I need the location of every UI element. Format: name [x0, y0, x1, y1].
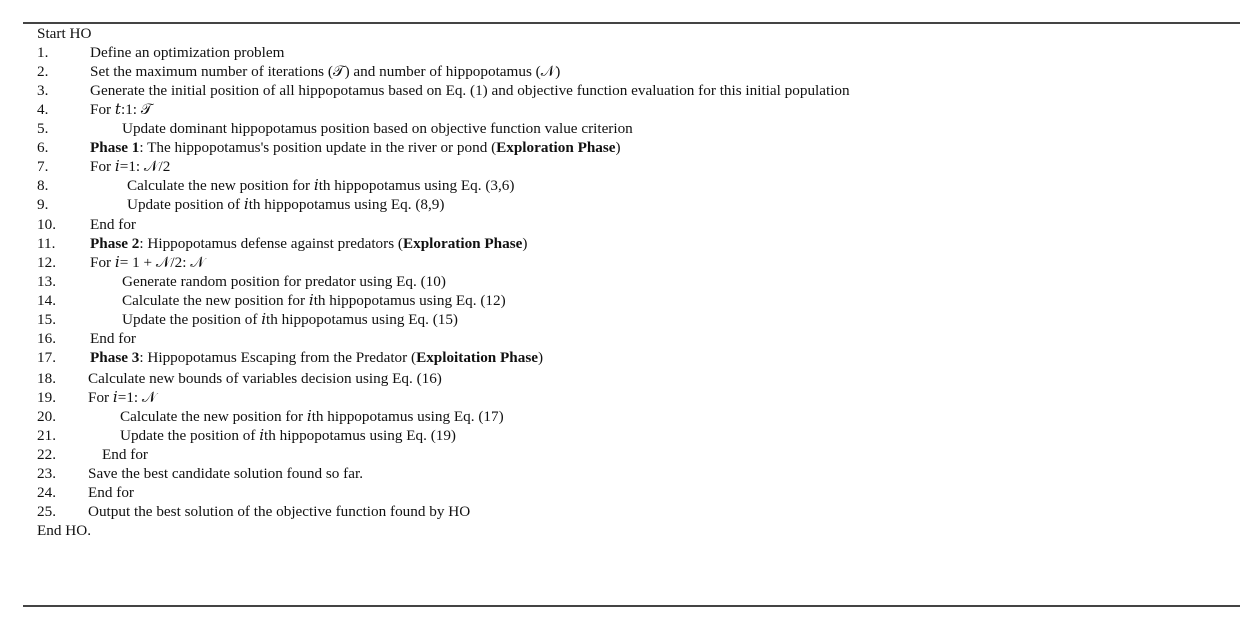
- phase-label: Phase 2: [90, 234, 140, 252]
- step-text: End for: [90, 329, 136, 347]
- step-number: 20.: [37, 408, 56, 425]
- step-text: Calculate the new position for 𝑖th hippopotamus using Eq. (12): [122, 291, 506, 309]
- step-number: 12.: [37, 253, 56, 271]
- phase-type: Exploitation Phase: [416, 348, 539, 366]
- step-text: Define an optimization problem: [90, 44, 285, 62]
- step-text: For 𝑖=1: 𝒩: [88, 388, 157, 406]
- phase-tail: ): [522, 234, 528, 252]
- phase-description: : The hippopotamus's position update in the river or pond (: [139, 139, 497, 157]
- top-rule: [23, 22, 1240, 24]
- step-number: 9.: [37, 196, 49, 214]
- step-number: 8.: [37, 177, 49, 195]
- step-number: 17.: [37, 348, 56, 366]
- step-text: Update dominant hippopotamus position based on objective function value criterion: [122, 120, 633, 138]
- phase-label: Phase 3: [90, 348, 140, 366]
- step-number: 21.: [37, 427, 56, 445]
- step-number: 11.: [37, 234, 56, 252]
- phase-type: Exploration Phase: [402, 234, 523, 252]
- step-number: 24.: [37, 484, 56, 502]
- step-text: End for: [102, 446, 148, 464]
- step-text: For 𝑖=1: 𝒩/2: [90, 158, 171, 176]
- step-text: Calculate new bounds of variables decision using Eq. (16): [88, 369, 442, 387]
- step-text: Generate the initial position of all hippopotamus based on Eq. (1) and objective function evaluation for this initial population: [90, 82, 850, 100]
- step-number: 19.: [37, 388, 56, 406]
- step-number: 25.: [37, 503, 56, 521]
- step-number: 18.: [37, 369, 56, 387]
- step-number: 7.: [37, 158, 49, 176]
- step-text: Generate random position for predator using Eq. (10): [122, 272, 446, 290]
- step-text: Calculate the new position for 𝑖th hippopotamus using Eq. (3,6): [127, 177, 515, 195]
- step-text: Update the position of 𝑖th hippopotamus using Eq. (15): [122, 310, 458, 328]
- step-text: For 𝑖= 1 + 𝒩/2: 𝒩: [90, 253, 205, 271]
- phase-description: : Hippopotamus defense against predators (: [139, 234, 403, 252]
- step-number: 2.: [37, 63, 49, 81]
- step-text: Update the position of 𝑖th hippopotamus using Eq. (19): [120, 427, 456, 445]
- step-number: 1.: [37, 44, 49, 62]
- step-number: 14.: [37, 291, 56, 309]
- step-text: Calculate the new position for 𝑖th hippopotamus using Eq. (17): [120, 408, 504, 425]
- start-label: Start HO: [37, 25, 92, 42]
- step-number: 15.: [37, 310, 56, 328]
- step-text: End for: [90, 215, 136, 233]
- bottom-rule: [23, 605, 1240, 607]
- step-number: 3.: [37, 82, 49, 100]
- step-text: Set the maximum number of iterations (𝒯) and number of hippopotamus (𝒩): [90, 63, 561, 81]
- phase-label: Phase 1: [90, 139, 140, 157]
- step-number: 16.: [37, 329, 56, 347]
- phase-tail: ): [615, 139, 621, 157]
- step-number: 22.: [37, 446, 56, 464]
- step-text: Update position of 𝑖th hippopotamus using Eq. (8,9): [127, 196, 445, 214]
- step-number: 13.: [37, 272, 56, 290]
- phase-type: Exploration Phase: [496, 139, 616, 157]
- end-label: End HO.: [37, 522, 91, 540]
- step-text: End for: [88, 484, 134, 502]
- phase-tail: ): [538, 348, 544, 366]
- phase-description: : Hippopotamus Escaping from the Predator (: [139, 348, 417, 366]
- step-text: [90, 138, 621, 157]
- step-number: 5.: [37, 120, 49, 138]
- step-text: [90, 348, 543, 367]
- step-text: [90, 234, 527, 253]
- step-number: 6.: [37, 139, 49, 157]
- step-text: For 𝑡:1: 𝒯: [90, 101, 153, 119]
- step-number: 23.: [37, 465, 56, 483]
- step-number: 4.: [37, 101, 49, 119]
- step-text: Save the best candidate solution found so far.: [88, 465, 363, 483]
- step-text: Output the best solution of the objective function found by HO: [88, 503, 471, 521]
- step-number: 10.: [37, 215, 56, 233]
